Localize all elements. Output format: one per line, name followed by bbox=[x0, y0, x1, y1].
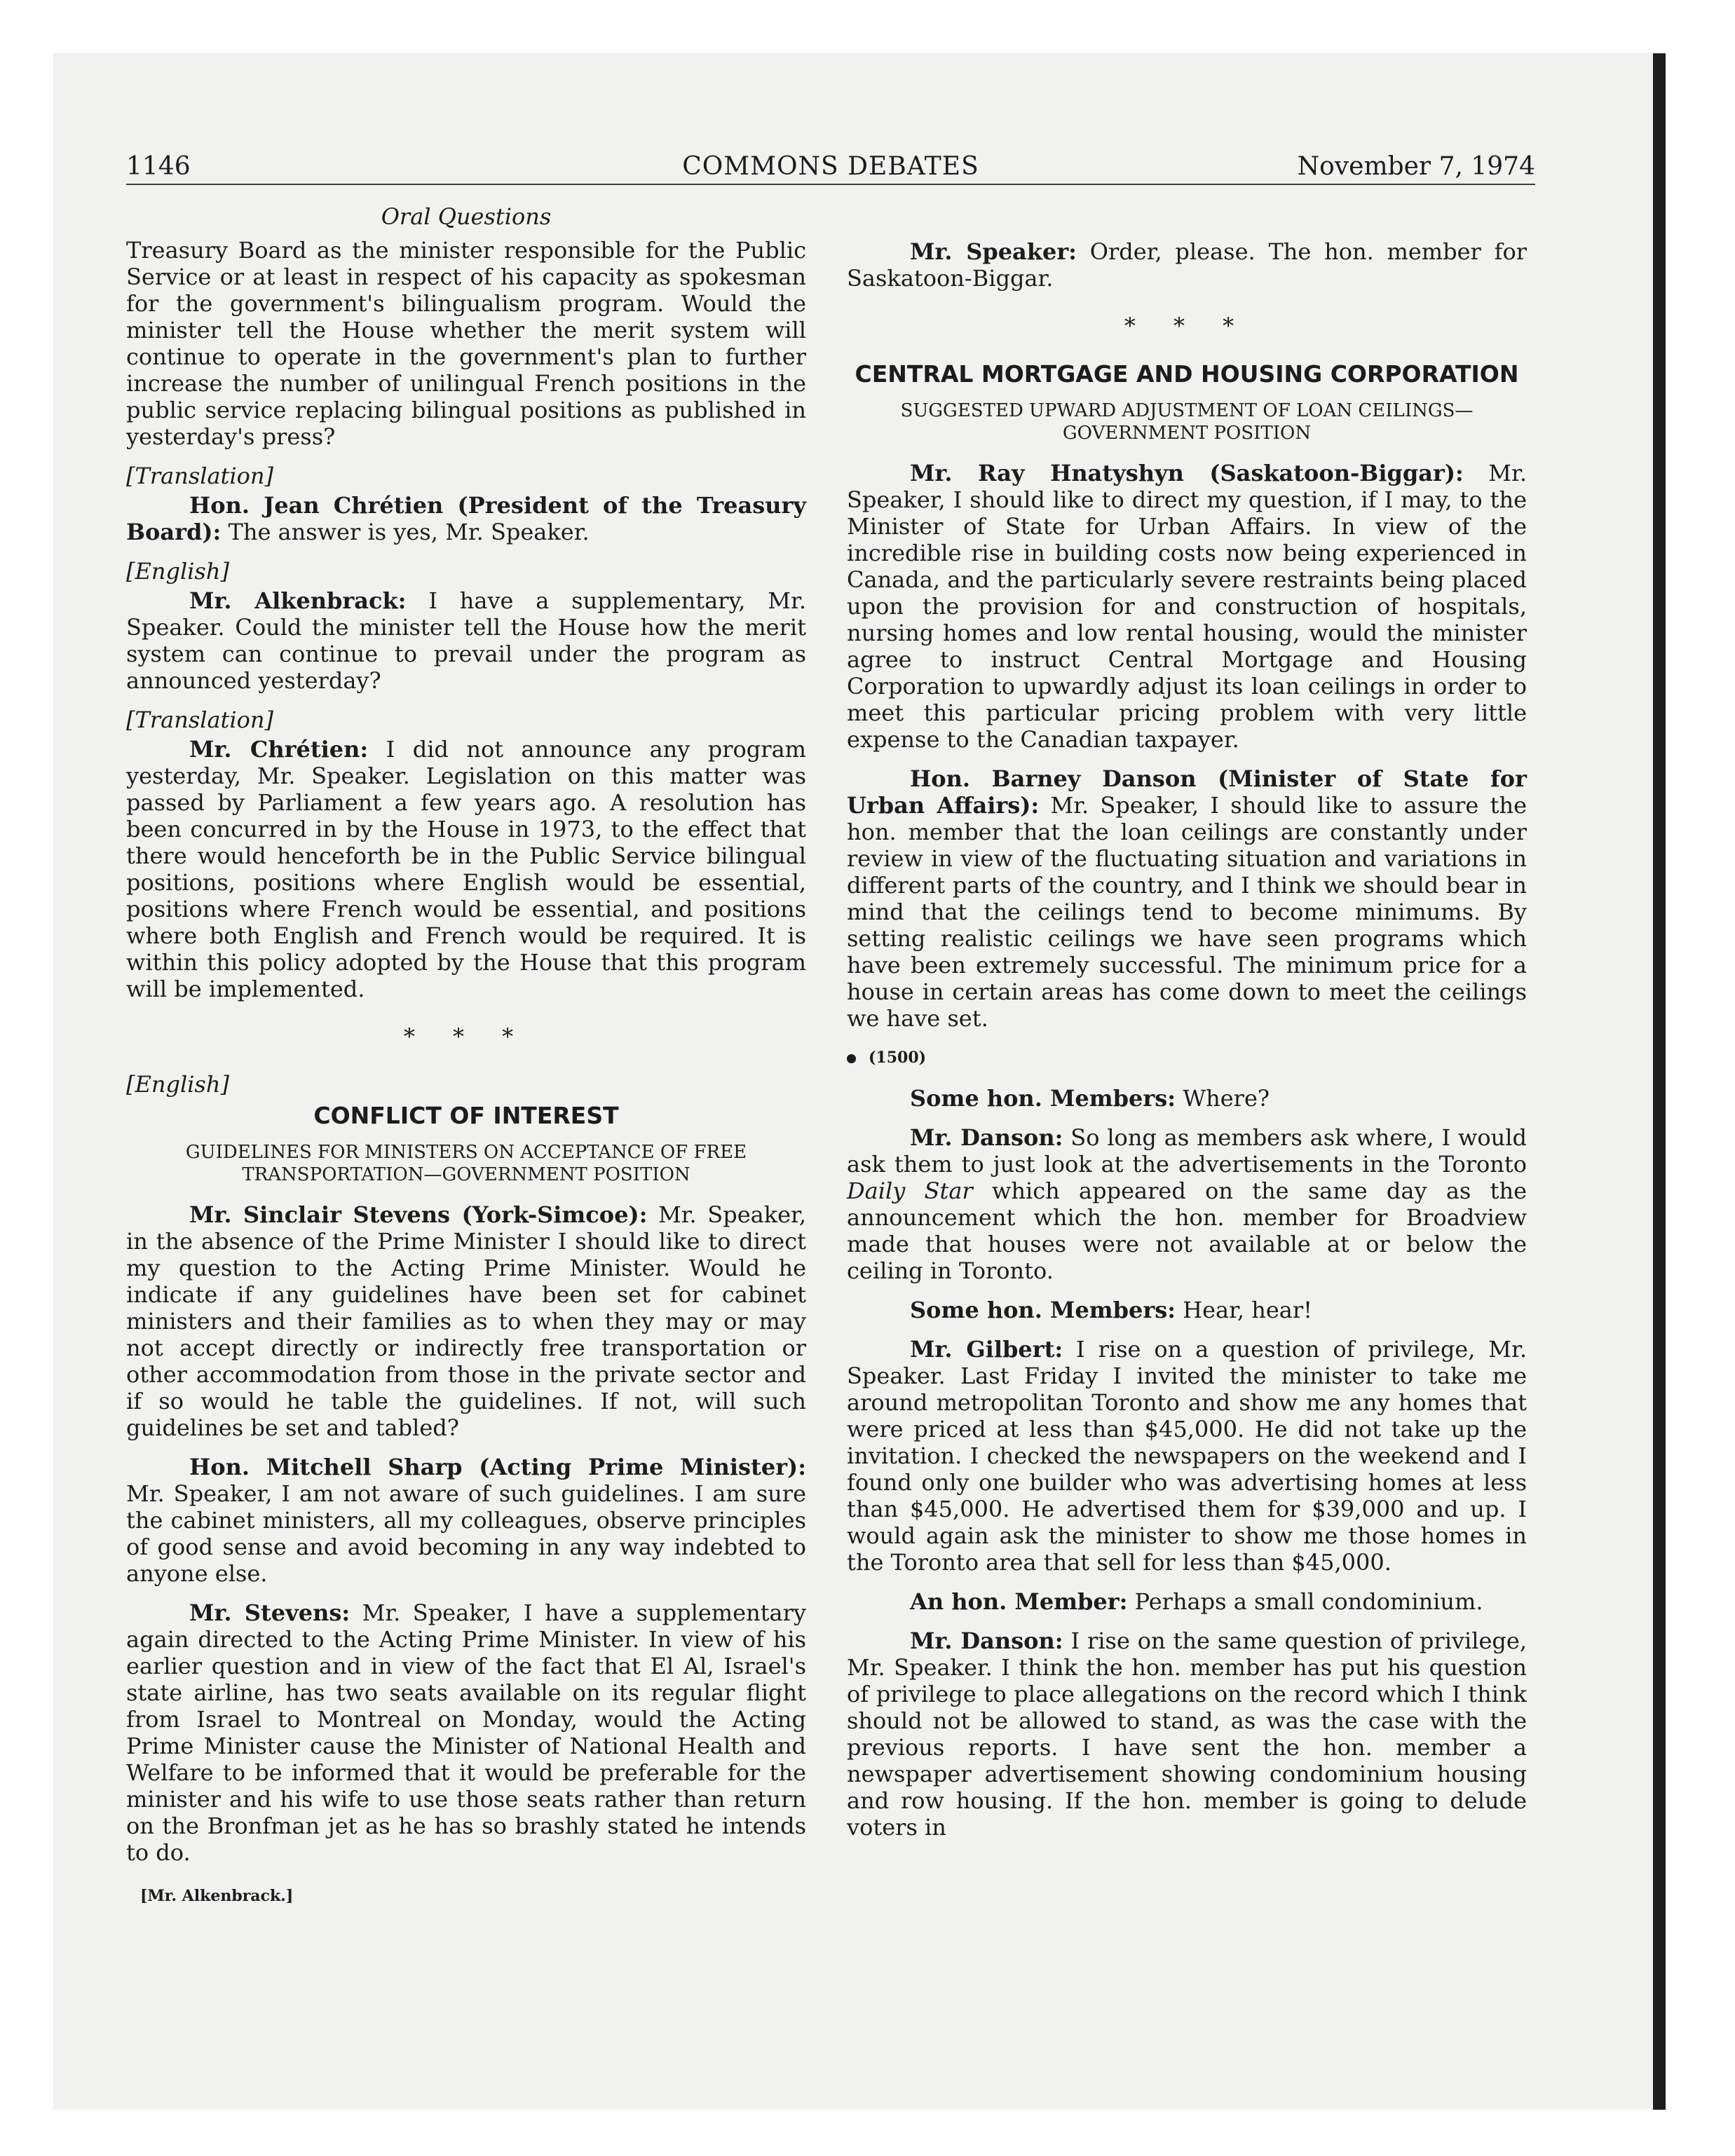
speaker-name: Some hon. Members: bbox=[910, 1297, 1176, 1323]
time-stamp: (1500) bbox=[869, 1049, 927, 1067]
paragraph: Treasury Board as the minister responsible for the Public Service or at least in respect of his capacity as spokesman for the government's bilingualism program. Would the minister tell the House whether the merit system will continue to operate in the government's plan to further increase the number of unilingual French positions in the public service replacing bilingual positions as published in yesterday's press? bbox=[126, 237, 806, 450]
paragraph bbox=[847, 238, 1527, 292]
speech-text: I have a supplementary, Mr. Speaker. Could the minister tell the House how the merit system can continue to prevail under the program as announced yesterday? bbox=[126, 587, 807, 694]
speech-text: Mr. Speaker, I am not aware of such guidelines. I am sure the cabinet ministers, all my colleagues, observe principles of good sense and avoid becoming in any way indebted to anyone else. bbox=[126, 1480, 806, 1587]
right-column bbox=[847, 238, 1527, 1853]
section-subheading: GUIDELINES FOR MINISTERS ON ACCEPTANCE OF FREE TRANSPORTATION—GOVERNMENT POSITION bbox=[185, 1142, 747, 1185]
speaker-name: Mr. Stevens: bbox=[189, 1599, 351, 1626]
paragraph bbox=[126, 492, 806, 545]
speaker-name: Mr. Alkenbrack: bbox=[189, 587, 407, 614]
speaker-name: Mr. Gilbert: bbox=[910, 1336, 1063, 1363]
paragraph bbox=[847, 765, 1527, 1032]
speech-text: The answer is yes, Mr. Speaker. bbox=[221, 519, 590, 545]
language-marker: [Translation] bbox=[126, 463, 273, 489]
paragraph bbox=[847, 1588, 1527, 1615]
speaker-name: Mr. Sinclair Stevens (York-Simcoe): bbox=[189, 1201, 648, 1228]
paragraph bbox=[847, 1628, 1527, 1841]
page-number: 1146 bbox=[126, 152, 191, 181]
publication-date: November 7, 1974 bbox=[1297, 152, 1535, 181]
speech-text: So long as members ask where, I would ask them to just look at the advertisements in the Toronto bbox=[847, 1124, 1527, 1178]
speech-text: Mr. Speaker, I have a supplementary again directed to the Acting Prime Minister. In view of his earlier question and in view of the fact that El Al, Israel's state airline, has two seats available on its regular flight from Israel to Montreal on Monday, would the Acting Prime Minister cause the Minister of National Health and Welfare to be informed that it would be preferable for the minister and his wife to use those seats rather than return on the Bronfman jet as he has so brashly stated he intends to do. bbox=[126, 1599, 807, 1866]
speaker-name: Hon. Barney Danson (Minister of State for Urban Affairs): bbox=[847, 765, 1527, 819]
speaker-name: Mr. Danson: bbox=[910, 1124, 1063, 1151]
paragraph bbox=[847, 1336, 1527, 1576]
paragraph bbox=[126, 1454, 806, 1587]
section-heading: CENTRAL MORTGAGE AND HOUSING CORPORATION bbox=[855, 360, 1519, 388]
paragraph bbox=[847, 460, 1527, 753]
time-marker bbox=[847, 1044, 1527, 1071]
speech-text: Mr. Speaker, I should like to direct my question, if I may, to the Minister of State for Urban Affairs. In view of the incredible rise in building costs now being experienced in Canada, and the particularly severe restraints being placed upon the provision for and construction of hospitals, nursing homes and low rental housing, would the minister agree to instruct Central Mortgage and Housing Corporation to upwardly adjust its loan ceilings in order to meet this particular pricing problem with very little expense to the Canadian taxpayer. bbox=[847, 460, 1527, 753]
speaker-name: Hon. Mitchell Sharp (Acting Prime Minister): bbox=[189, 1454, 806, 1480]
speaker-footer-note: [Mr. Alkenbrack.] bbox=[140, 1887, 294, 1905]
speech-text: Mr. Speaker, in the absence of the Prime Minister I should like to direct my question to the Acting Prime Minister. Would he indicate if any guidelines have been set for cabinet ministers and their families as to when they may or may not accept directly or indirectly free transportation or other accommodation from those in the private sector and if so would he table the guidelines. If not, will such guidelines be set and tabled? bbox=[126, 1201, 807, 1441]
language-marker: [English] bbox=[126, 1071, 229, 1098]
speaker-name: Some hon. Members: bbox=[910, 1085, 1176, 1112]
paragraph bbox=[847, 1297, 1527, 1323]
header-rule bbox=[126, 184, 1535, 185]
paragraph bbox=[126, 736, 806, 1002]
section-heading: CONFLICT OF INTEREST bbox=[313, 1102, 619, 1129]
speech-text: I did not announce any program yesterday, Mr. Speaker. Legislation on this matter was passed by Parliament a few years ago. A resolution has been concurred in by the House in 1973, to the effect that there would henceforth be in the Public Service bilingual positions, positions where English would be essential, positions where French would be essential, and positions where both English and French would be required. It is within this policy adopted by the House that this program will be implemented. bbox=[126, 736, 807, 1002]
bullet-dot-icon bbox=[847, 1054, 856, 1063]
newspaper-title: Daily Star bbox=[847, 1178, 973, 1204]
publication-title: COMMONS DEBATES bbox=[682, 152, 979, 181]
speech-text: which appeared on the same day as the announcement which the hon. member for Broadview made that houses were not available at or below the ceiling in Toronto. bbox=[847, 1178, 1528, 1284]
speech-text: I rise on the same question of privilege, Mr. Speaker. I think the hon. member has put his question of privilege to place allegations on the record which I think should not be allowed to stand, as was the case with the previous reports. I have sent the hon. member a newspaper advertisement showing condominium housing and row housing. If the hon. member is going to delude voters in bbox=[847, 1628, 1528, 1841]
scan-edge-shadow bbox=[1653, 53, 1666, 2110]
paragraph bbox=[126, 1599, 806, 1866]
paragraph bbox=[126, 587, 806, 694]
speaker-name: Mr. Danson: bbox=[910, 1628, 1063, 1654]
speaker-name: Mr. Chrétien: bbox=[189, 736, 369, 763]
speaker-name: Mr. Speaker: bbox=[910, 238, 1077, 265]
speaker-name: Hon. Jean Chrétien (President of the Treasury Board): bbox=[126, 492, 806, 545]
speech-text: Where? bbox=[1176, 1085, 1270, 1112]
section-separator: * * * bbox=[403, 1023, 529, 1050]
section-subheading: SUGGESTED UPWARD ADJUSTMENT OF LOAN CEILINGS—GOVERNMENT POSITION bbox=[900, 400, 1474, 444]
speaker-name: Mr. Ray Hnatyshyn (Saskatoon-Biggar): bbox=[910, 460, 1464, 486]
language-marker: [Translation] bbox=[126, 707, 273, 733]
page-header bbox=[126, 149, 1535, 185]
paragraph bbox=[847, 1124, 1527, 1284]
language-marker: [English] bbox=[126, 558, 229, 585]
speech-text: Hear, hear! bbox=[1176, 1297, 1313, 1323]
running-head: Oral Questions bbox=[381, 203, 552, 230]
speech-text: Mr. Speaker, I should like to assure the hon. member that the loan ceilings are constantly under review in view of the fluctuating situation and variations in different parts of the country, and I think we should bear in mind that the ceilings tend to become minimums. By setting realistic ceilings we have seen programs which have been extremely successful. The minimum price for a house in certain areas has come down to meet the ceilings we have set. bbox=[847, 792, 1528, 1032]
speech-text: Order, please. The hon. member for Saskatoon-Biggar. bbox=[847, 238, 1528, 292]
paragraph bbox=[847, 1085, 1527, 1112]
section-separator: * * * bbox=[1124, 313, 1250, 339]
speech-text: Perhaps a small condominium. bbox=[1127, 1588, 1483, 1615]
left-column bbox=[126, 203, 806, 1909]
paragraph bbox=[126, 1201, 806, 1441]
speaker-name: An hon. Member: bbox=[910, 1588, 1128, 1615]
speech-text: I rise on a question of privilege, Mr. Speaker. Last Friday I invited the minister to take me around metropolitan Toronto and show me any homes that were priced at less than $45,000. He did not take up the invitation. I checked the newspapers on the weekend and I found only one builder who was advertising homes at less than $45,000. He advertised them for $39,000 and up. I would again ask the minister to show me those homes in the Toronto area that sell for less than $45,000. bbox=[847, 1336, 1528, 1576]
